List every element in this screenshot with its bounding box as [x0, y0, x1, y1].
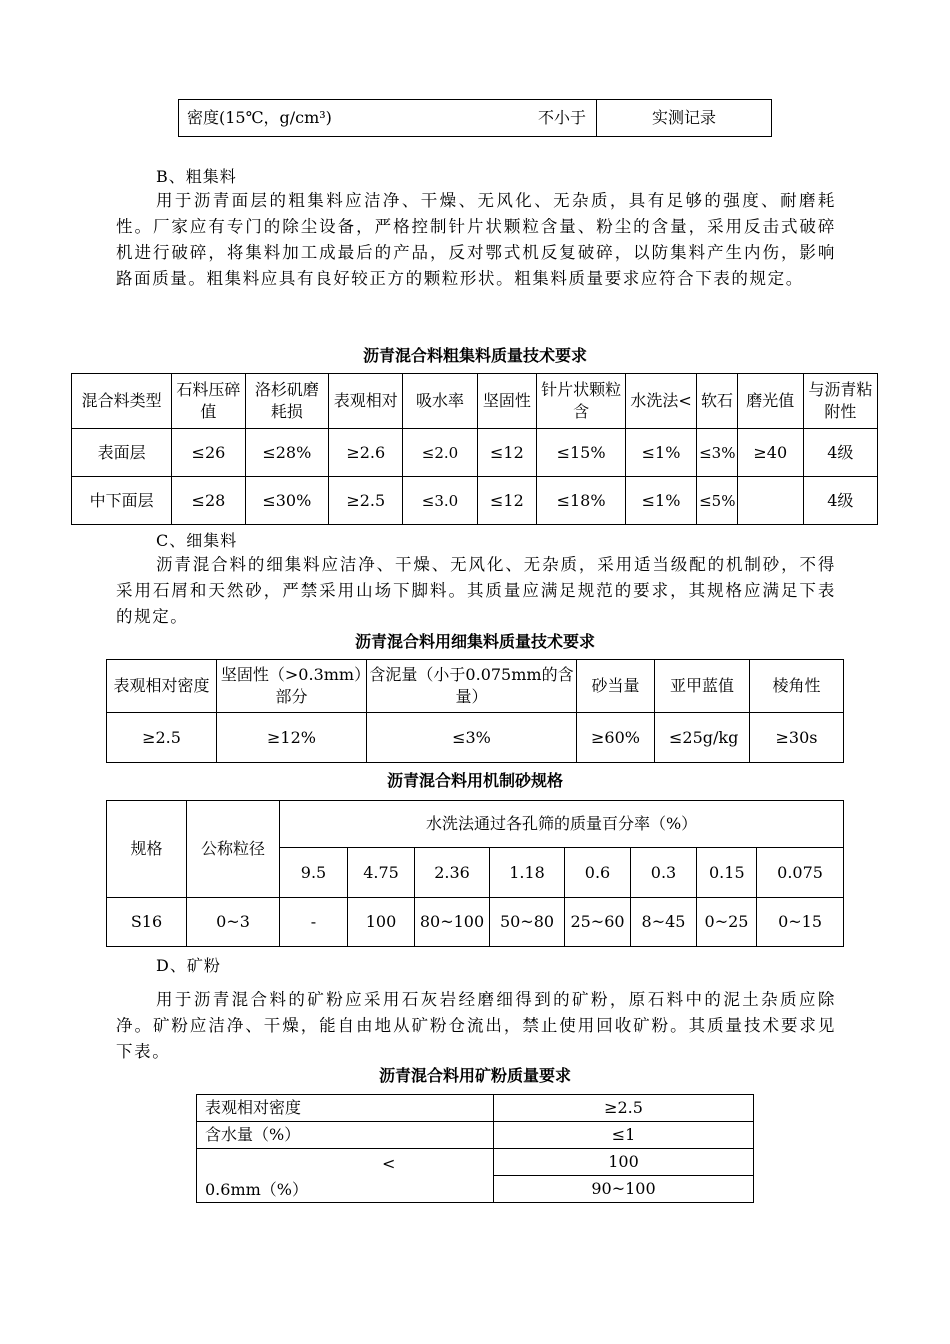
sieve-size: 0.15 [697, 848, 757, 898]
table-row [197, 1122, 754, 1149]
table-cell: ≤12 [477, 477, 537, 525]
table-cell: 80~100 [415, 898, 490, 947]
fine-table-title: 沥青混合料用细集料质量技术要求 [354, 632, 595, 651]
table-cell: ≤3.0 [403, 477, 477, 525]
fine-header-row [107, 660, 844, 713]
table-cell: ≤26 [172, 429, 245, 477]
table-cell: ≥2.5 [494, 1095, 754, 1122]
sieve-size: 2.36 [415, 848, 490, 898]
table-cell: 中下面层 [72, 477, 172, 525]
sieve-size: 4.75 [348, 848, 415, 898]
table-cell: ≤3% [367, 713, 577, 763]
table-row [107, 898, 844, 947]
size-label-cell [197, 1149, 494, 1203]
table-cell: ≤28% [245, 429, 329, 477]
table-cell: ≥2.6 [329, 429, 403, 477]
table-cell: 100 [494, 1149, 754, 1176]
section-b-heading: B、粗集料 [156, 167, 237, 186]
table-row [72, 429, 878, 477]
coarse-table-title: 沥青混合料粗集料质量技术要求 [362, 346, 587, 365]
size-label-bottom: 0.6mm（%） [205, 1180, 308, 1199]
table-cell: 表面层 [72, 429, 172, 477]
table-cell: ≤18% [537, 477, 626, 525]
fine-header: 坚固性（>0.3mm）部分 [217, 660, 367, 713]
size-label-top: < [382, 1154, 396, 1173]
coarse-header: 洛杉矶磨耗损 [245, 374, 329, 429]
table-row [72, 477, 878, 525]
table-cell: ≥60% [577, 713, 655, 763]
coarse-header: 混合料类型 [72, 374, 172, 429]
table-cell: 含水量（%） [197, 1122, 494, 1149]
table-cell [737, 477, 803, 525]
table-row [197, 1149, 754, 1176]
coarse-header: 表观相对 [329, 374, 403, 429]
density-label: 密度(15℃，g/cm³) [187, 108, 332, 127]
sand-col-spec: 规格 [107, 801, 187, 898]
mineral-powder-table [196, 1094, 754, 1203]
coarse-aggregate-table [71, 373, 878, 525]
fine-header: 含泥量（小于0.075mm的含量） [367, 660, 577, 713]
table-cell: 4级 [803, 429, 877, 477]
table-cell: ≥40 [737, 429, 803, 477]
coarse-header: 磨光值 [737, 374, 803, 429]
table-cell: ≤28 [172, 477, 245, 525]
density-table [178, 99, 772, 137]
table-cell: ≤5% [697, 477, 738, 525]
sand-table-title: 沥青混合料用机制砂规格 [386, 771, 563, 790]
section-d-paragraph: 用于沥青混合料的矿粉应采用石灰岩经磨细得到的矿粉，原石料中的泥土杂质应除净。矿粉应洁净、干燥，能自由地从矿粉仓流出，禁止使用回收矿粉。其质量技术要求见下表。 [116, 990, 836, 1061]
table-cell: 50~80 [490, 898, 565, 947]
fine-header: 表观相对密度 [107, 660, 217, 713]
coarse-header: 针片状颗粒含 [537, 374, 626, 429]
table-cell: ≤1% [626, 429, 697, 477]
table-cell: ≥2.5 [329, 477, 403, 525]
table-cell: ≥30s [750, 713, 844, 763]
sieve-size: 0.6 [565, 848, 631, 898]
table-cell: ≤15% [537, 429, 626, 477]
section-b-paragraph: 用于沥青面层的粗集料应洁净、干燥、无风化、无杂质，具有足够的强度、耐磨耗性。厂家应有专门的除尘设备，严格控制针片状颗粒含量、粉尘的含量，采用反击式破碎机进行破碎，将集料加工成最后的产品，反对鄂式机反复破碎，以防集料产生内伤，影响路面质量。粗集料应具有良好较正方的颗粒形状。粗集料质量要求应符合下表的规定。 [116, 191, 836, 288]
coarse-header: 吸水率 [403, 374, 477, 429]
fine-aggregate-table [106, 659, 844, 763]
table-cell: ≤25g/kg [655, 713, 750, 763]
density-cell [179, 100, 597, 137]
coarse-header: 坚固性 [477, 374, 537, 429]
table-cell: 90~100 [494, 1176, 754, 1203]
sieve-size: 1.18 [490, 848, 565, 898]
coarse-header: 水洗法< [626, 374, 697, 429]
table-cell: 8~45 [631, 898, 697, 947]
sand-col-size: 公称粒径 [187, 801, 280, 898]
table-cell: ≤30% [245, 477, 329, 525]
table-cell: ≤2.0 [403, 429, 477, 477]
sieve-size: 9.5 [280, 848, 348, 898]
sand-spec-table [106, 800, 844, 947]
coarse-header-row [72, 374, 878, 429]
sand-col-pass: 水洗法通过各孔筛的质量百分率（%） [280, 801, 844, 848]
table-cell: 0~25 [697, 898, 757, 947]
table-cell: ≥2.5 [107, 713, 217, 763]
coarse-header: 石料压碎值 [172, 374, 245, 429]
density-condition: 不小于 [537, 108, 586, 127]
table-cell: ≤1% [626, 477, 697, 525]
table-cell: S16 [107, 898, 187, 947]
table-cell: 0~3 [187, 898, 280, 947]
density-value: 实测记录 [597, 100, 772, 137]
table-cell: ≤1 [494, 1122, 754, 1149]
sieve-size: 0.075 [757, 848, 844, 898]
table-cell: - [280, 898, 348, 947]
table-cell: 100 [348, 898, 415, 947]
table-row [107, 713, 844, 763]
table-row [197, 1095, 754, 1122]
fine-header: 亚甲蓝值 [655, 660, 750, 713]
section-d-heading: D、矿粉 [156, 956, 221, 975]
coarse-header: 软石 [697, 374, 738, 429]
section-c-heading: C、细集料 [156, 531, 238, 550]
fine-header: 砂当量 [577, 660, 655, 713]
table-cell: ≤3% [697, 429, 738, 477]
sieve-size: 0.3 [631, 848, 697, 898]
fine-header: 棱角性 [750, 660, 844, 713]
table-cell: 0~15 [757, 898, 844, 947]
coarse-header: 与沥青粘附性 [803, 374, 877, 429]
table-cell: 4级 [803, 477, 877, 525]
section-c-paragraph: 沥青混合料的细集料应洁净、干燥、无风化、无杂质，采用适当级配的机制砂，不得采用石屑和天然砂，严禁采用山场下脚料。其质量应满足规范的要求，其规格应满足下表的规定。 [116, 555, 836, 626]
table-cell: ≥12% [217, 713, 367, 763]
table-cell: 表观相对密度 [197, 1095, 494, 1122]
table-cell: ≤12 [477, 429, 537, 477]
table-cell: 25~60 [565, 898, 631, 947]
mineral-table-title: 沥青混合料用矿粉质量要求 [378, 1066, 571, 1085]
